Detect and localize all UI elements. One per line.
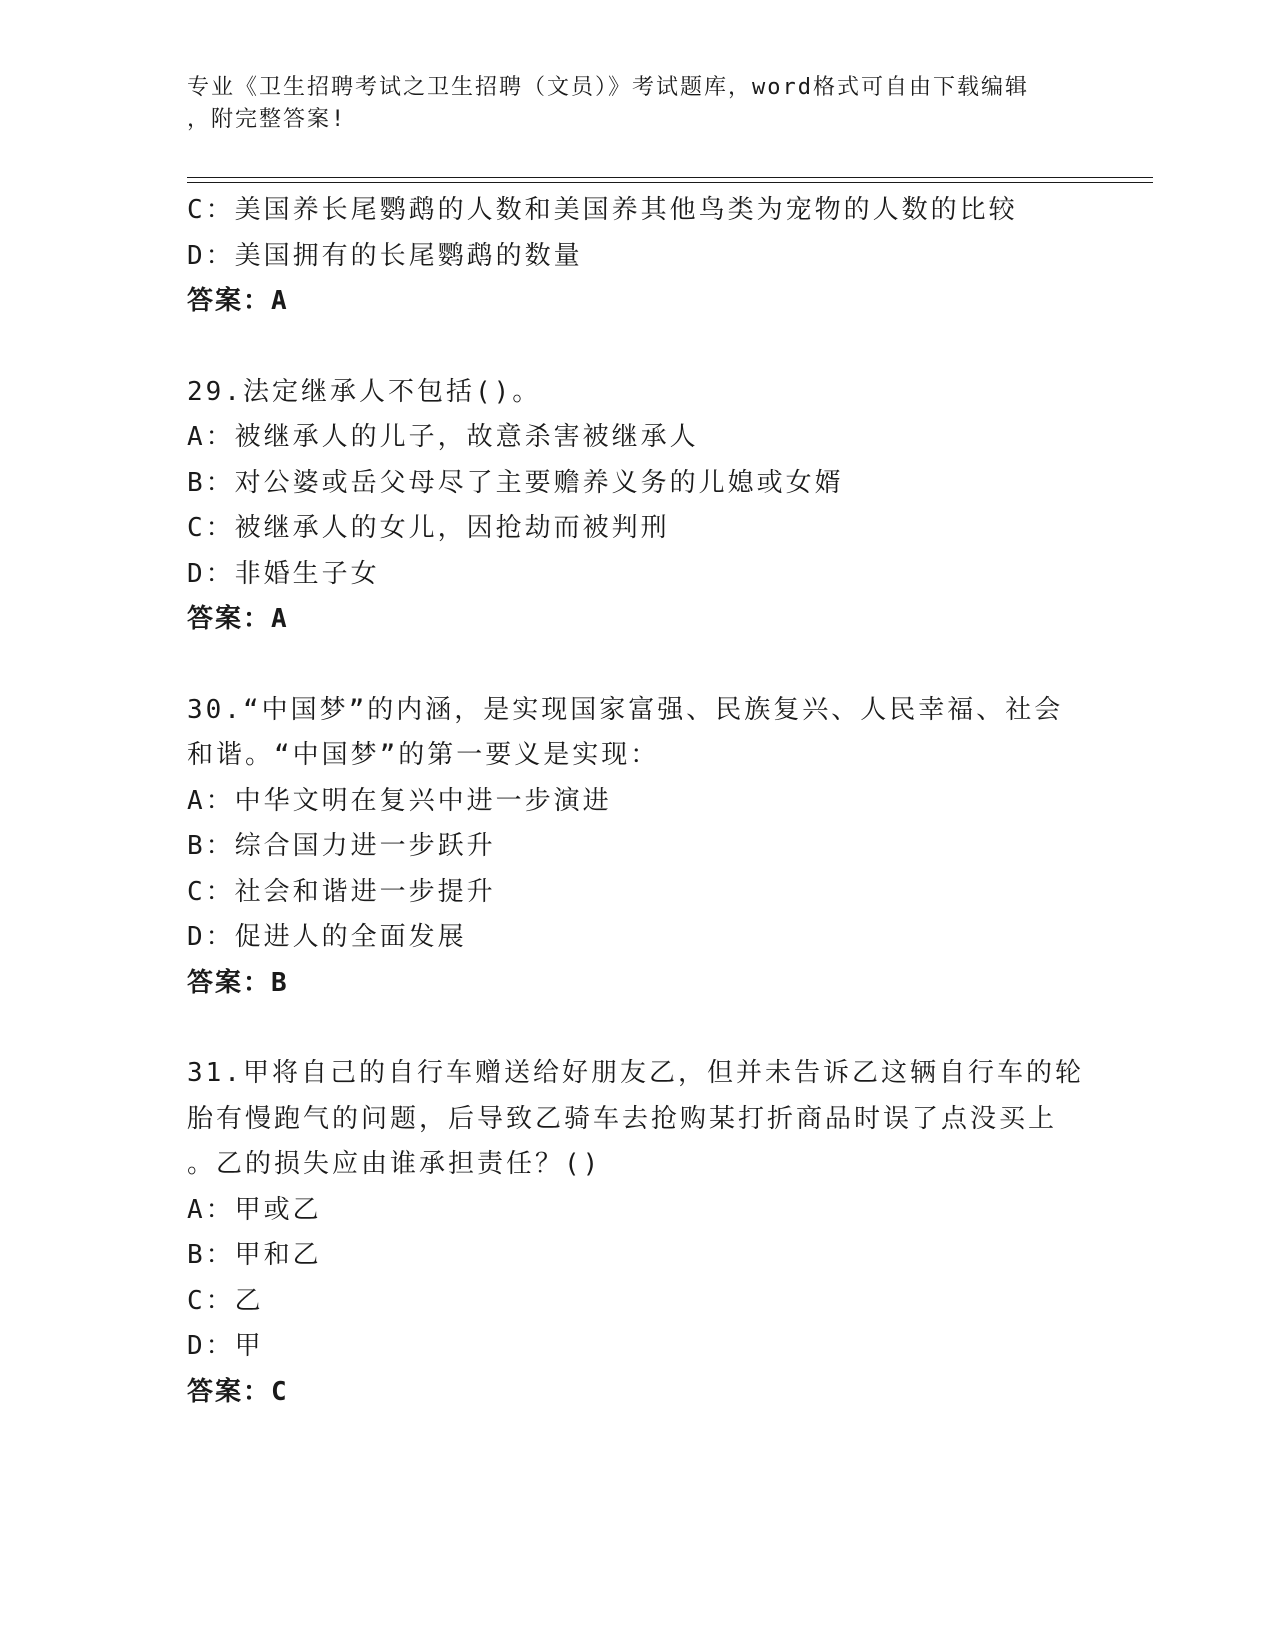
option-b: B：对公婆或岳父母尽了主要赡养义务的儿媳或女婿 [187, 467, 844, 498]
answer-label: 答案： [187, 1376, 272, 1407]
answer-line [187, 1370, 1087, 1416]
answer-value: B [271, 967, 289, 998]
question-stem-line-2: 和谐。“中国梦”的第一要义是实现： [187, 740, 660, 770]
answer-line [187, 597, 1087, 643]
option-d: D：非婚生子女 [187, 558, 380, 589]
question-29 [187, 370, 1087, 643]
option-b: B：甲和乙 [187, 1240, 322, 1270]
option-d: D：甲 [187, 1331, 264, 1361]
answer-label: 答案： [187, 604, 272, 634]
option-d: D：促进人的全面发展 [187, 922, 467, 952]
answer-value: A [271, 604, 289, 634]
header-divider-bottom [187, 182, 1153, 183]
answer-line [187, 279, 1087, 325]
header-divider-top [187, 177, 1153, 178]
header-line-2: ，附完整答案! [187, 107, 347, 132]
option-c: C：社会和谐进一步提升 [187, 876, 496, 907]
option-a: A：被继承人的儿子，故意杀害被继承人 [187, 422, 699, 452]
option-a: A：中华文明在复兴中进一步演进 [187, 785, 612, 816]
question-stem-line-1: 31.甲将自己的自行车赠送给好朋友乙，但并未告诉乙这辆自行车的轮 [187, 1058, 1084, 1088]
question-stem-line-3: 。乙的损失应由谁承担责任？() [187, 1149, 602, 1179]
question-stem: 29.法定继承人不包括()。 [187, 376, 542, 407]
answer-label: 答案： [187, 286, 272, 316]
question-stem-line-2: 胎有慢跑气的问题，后导致乙骑车去抢购某打折商品时误了点没买上 [187, 1103, 1058, 1134]
answer-value: A [271, 286, 289, 316]
answer-value: C [271, 1376, 289, 1407]
option-c: C：被继承人的女儿，因抢劫而被判刑 [187, 513, 670, 543]
question-31 [187, 1051, 1087, 1415]
question-28-continued [187, 188, 1087, 325]
header-line-1: 专业《卫生招聘考试之卫生招聘（文员）》考试题库，word格式可自由下载编辑 [187, 75, 1029, 100]
question-30 [187, 688, 1087, 1007]
question-stem-line-1: 30.“中国梦”的内涵，是实现国家富强、民族复兴、人民幸福、社会 [187, 694, 1064, 725]
question-list [187, 188, 1087, 1415]
option-a: A：甲或乙 [187, 1194, 322, 1225]
option-d: D：美国拥有的长尾鹦鹉的数量 [187, 240, 583, 271]
answer-line [187, 961, 1087, 1007]
document-header [187, 72, 1067, 136]
option-b: B：综合国力进一步跃升 [187, 831, 496, 861]
option-c: C：乙 [187, 1285, 264, 1316]
answer-label: 答案： [187, 967, 272, 998]
option-c: C：美国养长尾鹦鹉的人数和美国养其他鸟类为宠物的人数的比较 [187, 195, 1018, 225]
